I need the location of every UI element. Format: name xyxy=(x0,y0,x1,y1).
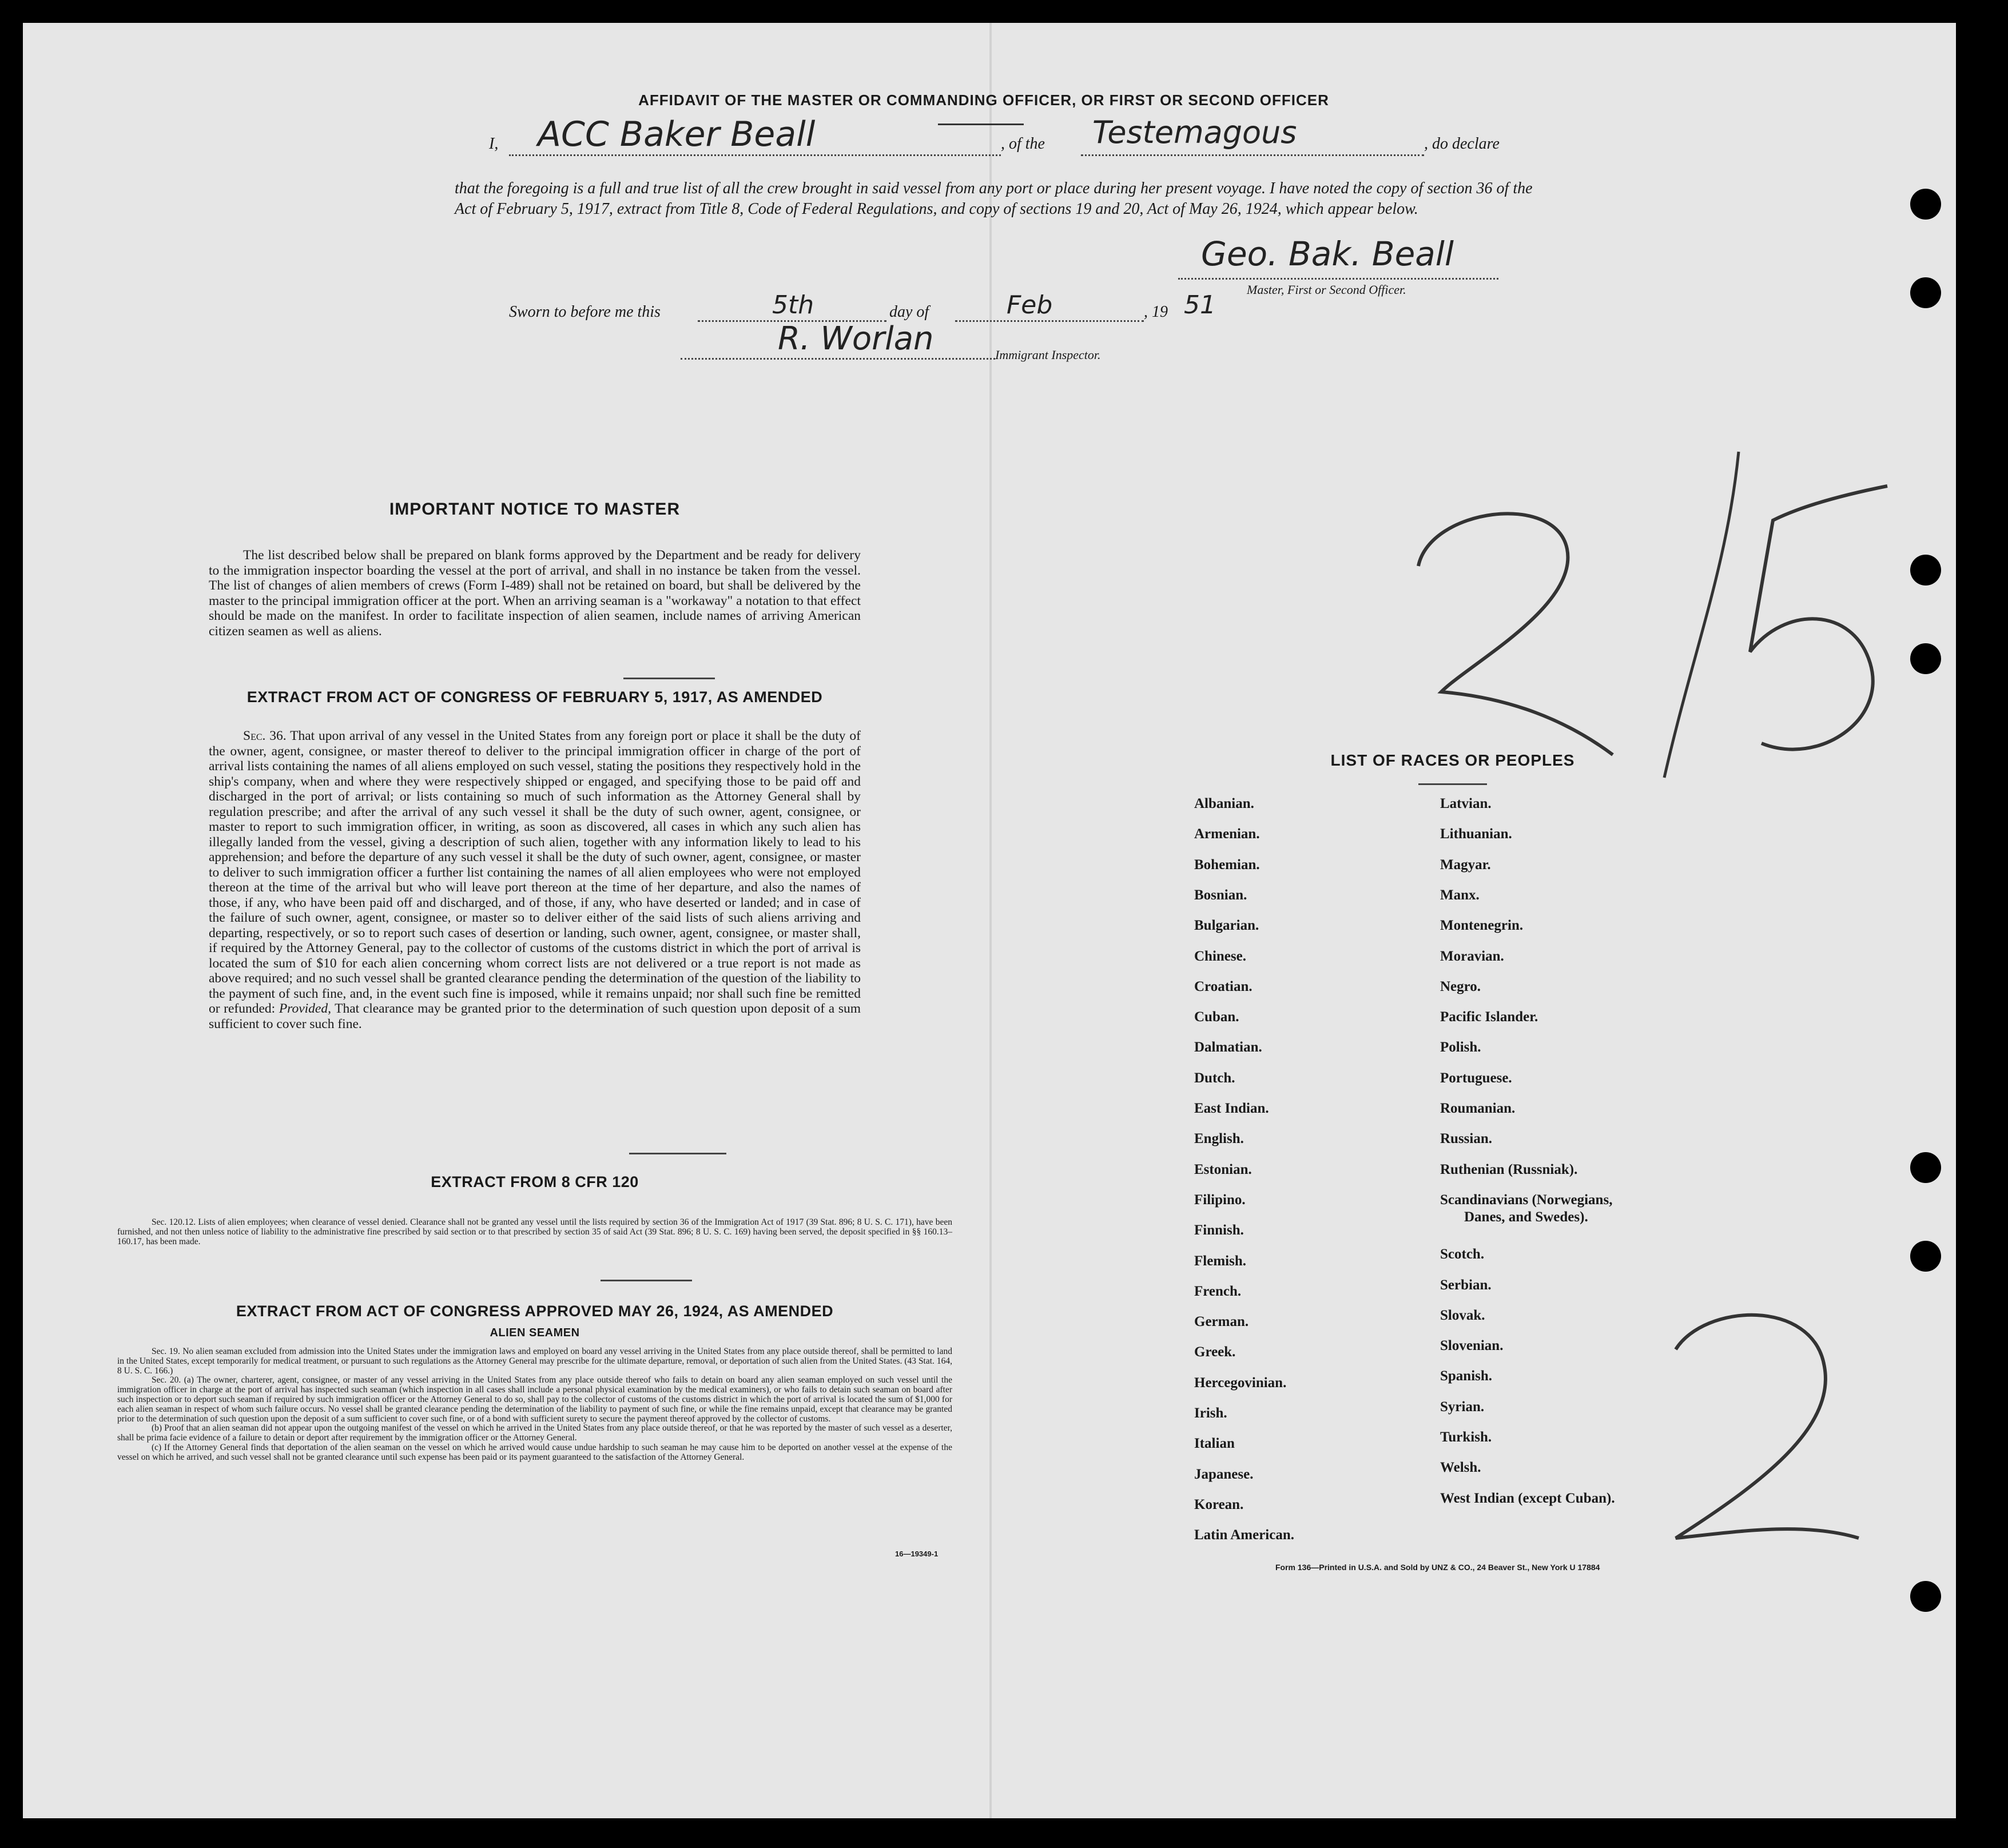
sec-20c-text: (c) If the Attorney General finds that deportation of the alien seaman on the vessel on which he arrived would cause undue hardship to such seaman he may cause him to be deported on another vessel at the expense of the vessel on which he arrived, and such vessel shall not be granted clearance until such expense has been paid or its payment guaranteed to the satisfaction of the Attorney General. xyxy=(117,1442,952,1462)
race-item: Scandinavians (Norwegians, xyxy=(1440,1192,1613,1208)
race-item: Finnish. xyxy=(1194,1222,1244,1238)
race-item: Montenegrin. xyxy=(1440,918,1524,934)
race-item: Slovak. xyxy=(1440,1307,1485,1323)
race-item: French. xyxy=(1194,1283,1242,1299)
race-item: Estonian. xyxy=(1194,1161,1252,1177)
race-item: Greek. xyxy=(1194,1344,1236,1360)
title-rule xyxy=(938,124,1024,125)
vessel-line xyxy=(1081,154,1424,156)
race-item: Latvian. xyxy=(1440,796,1492,811)
section-36-text: That upon arrival of any vessel in the United States from any foreign port or place it shall be the duty of the owner, agent, consignee, or master thereof to deliver to the principal immigration officer in charge of the port of arrival lists containing the names of all aliens employed on such vessel, stating the positions they respectively hold in the ship's company, when and where they were respectively shipped or engaged, and specifying those to be paid off and discharged in the port of arrival; or lists containing so much of such information as the Attorney General shall by regulation prescribe; and after the arrival of any such vessel it shall be the duty of such owner, agent, consignee, or master to report to such immigration officer, in writing, as soon as discovered, all cases in which any such alien has illegally landed from the vessel, giving a description of such alien, together with any information likely to lead to his apprehension; and before the departure of any such vessel it shall be the duty of such owner, agent, consignee, or master to deliver to such immigration officer a further list containing the names of all alien employees who were not employed thereon at the time of the arrival but who will leave port thereon at the time of her departure, and also the names of those, if any, who have been paid off and discharged, and of those, if any, who have deserted or landed; and in case of the failure of such owner, agent, consignee, or master so to deliver either of the said lists of such aliens arriving and departing, respectively, or so to report such cases of desertion or landing, such owner, agent, consignee, or master shall, if required by the Attorney General, pay to the collector of customs of the customs district in which the port of arrival is located the sum of $10 for each alien concerning whom correct lists are not delivered or a true report is not made as above required; and no such vessel shall be granted clearance pending the determination of the question of the liability to the payment of such fine, and, in the event such fine is imposed, while it remains unpaid; nor shall such fine be remitted or refunded: xyxy=(209,728,861,1016)
affidavit-title: AFFIDAVIT OF THE MASTER OR COMMANDING OFFICER, OR FIRST OR SECOND OFFICER xyxy=(638,91,1329,109)
affidavit-body: that the foregoing is a full and true list of all the crew brought in said vessel from any port or place during her present voyage. I have noted the copy of section 36 of the Act of February 5, 1917, extract from Title 8, Code of Federal Regulations, and copy of sections 19 and 20, Act of May 26, 1924, which appear below. xyxy=(455,180,1533,218)
extract-cfr-body xyxy=(117,1218,952,1246)
extract-1917-body xyxy=(209,728,861,1031)
section-rule xyxy=(601,1280,692,1281)
race-item: Roumanian. xyxy=(1440,1101,1516,1116)
declarant-handwritten: ACC Baker Beall xyxy=(538,114,816,154)
notice-body: The list described below shall be prepared on blank forms approved by the Department and be ready for delivery to the immigration inspector boarding the vessel at the port of arrival, and shall in no instance be taken from the vessel. The list of changes of alien members of crews (Form I-489) shall not be retained on board, but shall be delivered by the master to the principal immigration officer at the port. When an arriving seaman is a "workaway" a notation to that effect should be made on the manifest. In order to facilitate inspection of alien seamen, include names of arriving American citizen seamen as well as aliens. xyxy=(209,548,861,639)
sec-20b-text: (b) Proof that an alien seaman did not appear upon the outgoing manifest of the vessel on which he arrived in the United States from any place outside thereof, or that he was reported by the master of such vessel as a deserter, shall be prima facie evidence of a failure to detain or deport after requirement by the immigration officer or the Attorney General. xyxy=(117,1423,952,1443)
race-item: Bosnian. xyxy=(1194,887,1247,903)
extract-1917-title: EXTRACT FROM ACT OF CONGRESS OF FEBRUARY 5, 1917, AS AMENDED xyxy=(246,688,823,706)
declare-i: I, xyxy=(489,135,499,153)
sworn-month-line xyxy=(955,320,1144,322)
race-item: Italian xyxy=(1194,1436,1235,1452)
extract-1924-title: EXTRACT FROM ACT OF CONGRESS APPROVED MAY 26, 1924, AS AMENDED xyxy=(236,1303,834,1320)
race-item: Japanese. xyxy=(1194,1466,1254,1482)
races-title: LIST OF RACES OR PEOPLES xyxy=(1330,751,1575,769)
race-item: Portuguese. xyxy=(1440,1070,1512,1086)
sec-19-text: Sec. 19. No alien seaman excluded from admission into the United States under the immigration laws and employed on board any vessel arriving in the United States from any place outside thereof, shall be permitted to land in the United States, except temporarily for medical treatment, or pursuant to such regulations as the Attorney General may prescribe for the ultimate departure, removal, or deportation of such alien from the United States. (43 Stat. 164, 8 U. S. C. 166.) xyxy=(117,1347,952,1376)
extract-cfr-title: EXTRACT FROM 8 CFR 120 xyxy=(431,1173,639,1190)
race-item: Scotch. xyxy=(1440,1246,1485,1262)
race-item: Latin American. xyxy=(1194,1527,1294,1543)
race-item: Irish. xyxy=(1194,1405,1227,1421)
binder-hole xyxy=(1910,555,1941,586)
cfr-text: Sec. 120.12. Lists of alien employees; when clearance of vessel denied. Clearance shall not be granted any vessel until the lists required by section 36 of the Immigration Act of 1917 (39 Stat. 896; 8 U. S. C. 171), have been furnished, and not then unless notice of liability to the administrative fine prescribed by said section or to that prescribed by section 35 of said Act (39 Stat. 896; 8 U. S. C. 169) having been served, the deposit specified in §§ 160.13–160.17, has been made. xyxy=(117,1217,952,1246)
race-item: Russian. xyxy=(1440,1131,1493,1147)
notice-title: IMPORTANT NOTICE TO MASTER xyxy=(389,500,681,519)
race-item: Dalmatian. xyxy=(1194,1040,1262,1056)
race-item: English. xyxy=(1194,1131,1244,1147)
document-page xyxy=(23,23,1956,1818)
race-item: Bulgarian. xyxy=(1194,918,1259,934)
race-item: Slovenian. xyxy=(1440,1338,1504,1354)
alien-seamen-subtitle: ALIEN SEAMEN xyxy=(490,1327,580,1339)
binder-hole xyxy=(1910,277,1941,308)
handwritten-number-2 xyxy=(1653,1298,1870,1550)
center-fold xyxy=(989,23,992,1818)
of-the-label: , of the xyxy=(1001,135,1045,153)
master-signature: Geo. Bak. Beall xyxy=(1201,234,1454,273)
inspector-label: Immigrant Inspector. xyxy=(995,348,1101,362)
race-item: Manx. xyxy=(1440,887,1480,903)
year-prefix: , 19 xyxy=(1144,303,1168,321)
race-item: Hercegovinian. xyxy=(1194,1375,1287,1391)
race-item: Lithuanian. xyxy=(1440,826,1512,842)
section-36-label: Sec. 36. xyxy=(243,728,287,743)
race-item: East Indian. xyxy=(1194,1101,1269,1116)
binder-hole xyxy=(1910,189,1941,220)
section-rule xyxy=(623,678,715,679)
race-item: Ruthenian (Russniak). xyxy=(1440,1161,1578,1177)
race-item: Spanish. xyxy=(1440,1368,1493,1384)
provided-word: Provided, xyxy=(279,1001,331,1016)
race-item: Syrian. xyxy=(1440,1399,1485,1415)
race-item: German. xyxy=(1194,1314,1249,1330)
binder-hole xyxy=(1910,1581,1941,1612)
form-note: Form 136—Printed in U.S.A. and Sold by UNZ & CO., 24 Beaver St., New York U 17884 xyxy=(1275,1563,1600,1572)
inspector-signature-line xyxy=(681,358,995,360)
declarant-line xyxy=(509,154,1001,156)
inspector-signature: R. Worlan xyxy=(778,320,934,357)
handwritten-number-2-5 xyxy=(1384,423,1899,795)
race-item: Moravian. xyxy=(1440,948,1504,964)
race-item: Welsh. xyxy=(1440,1460,1481,1476)
race-item: Negro. xyxy=(1440,978,1481,994)
extract-1924-body xyxy=(117,1347,952,1463)
form-id: 16—19349-1 xyxy=(895,1550,939,1558)
race-item: Armenian. xyxy=(1194,826,1260,842)
race-item: Danes, and Swedes). xyxy=(1464,1209,1588,1225)
race-item: Magyar. xyxy=(1440,857,1491,873)
vessel-handwritten: Testemagous xyxy=(1092,114,1297,150)
master-label: Master, First or Second Officer. xyxy=(1247,282,1406,297)
sec-20a-text: Sec. 20. (a) The owner, charterer, agent, consignee, or master of any vessel arriving in the United States from any place outside thereof who fails to detain on board any alien seaman employed on such vessel until the immigration officer in charge at the port of arrival has inspected such seaman (which inspection in all cases shall include a personal physical examination by the medical examiners), or who fails to detain such seaman on board after such inspection or to deport such seaman if required by such immigration officer or the Attorney General to do so, shall pay to the collector of customs of the customs district in which the port of arrival is located the sum of $1,000 for each alien seaman in respect of whom such failure occurs. No vessel shall be granted clearance pending the determination of the liability to payment of such fine, or while the fine remains unpaid, except that clearance may be granted prior to the determination of such question upon the deposit of a sum sufficient to cover such fine, or of a bond with sufficient surety to secure the payment thereof approved by the collector of customs. xyxy=(117,1375,952,1424)
race-item: Chinese. xyxy=(1194,948,1246,964)
sworn-year: 51 xyxy=(1184,290,1216,320)
race-item: Croatian. xyxy=(1194,978,1252,994)
binder-hole xyxy=(1910,1241,1941,1272)
race-item: Polish. xyxy=(1440,1040,1481,1056)
race-item: West Indian (except Cuban). xyxy=(1440,1490,1615,1506)
do-declare-label: , do declare xyxy=(1424,135,1500,153)
race-item: Serbian. xyxy=(1440,1277,1492,1293)
sworn-prefix: Sworn to before me this xyxy=(509,303,661,321)
section-36-end: That clearance may be granted prior to the determination of such question upon deposit of a sum sufficient to cover such fine. xyxy=(209,1001,861,1031)
sworn-month: Feb xyxy=(1007,290,1053,320)
race-item: Pacific Islander. xyxy=(1440,1009,1538,1025)
race-item: Flemish. xyxy=(1194,1253,1246,1269)
race-item: Filipino. xyxy=(1194,1192,1246,1208)
master-signature-line xyxy=(1178,278,1498,280)
race-item: Dutch. xyxy=(1194,1070,1235,1086)
race-item: Bohemian. xyxy=(1194,857,1260,873)
day-of-label: day of xyxy=(889,303,929,321)
race-item: Albanian. xyxy=(1194,796,1254,811)
binder-hole xyxy=(1910,643,1941,674)
race-item: Korean. xyxy=(1194,1496,1244,1512)
sworn-day: 5th xyxy=(772,290,814,320)
binder-hole xyxy=(1910,1152,1941,1183)
race-item: Turkish. xyxy=(1440,1429,1492,1445)
section-rule xyxy=(629,1153,726,1154)
race-item: Cuban. xyxy=(1194,1009,1239,1025)
